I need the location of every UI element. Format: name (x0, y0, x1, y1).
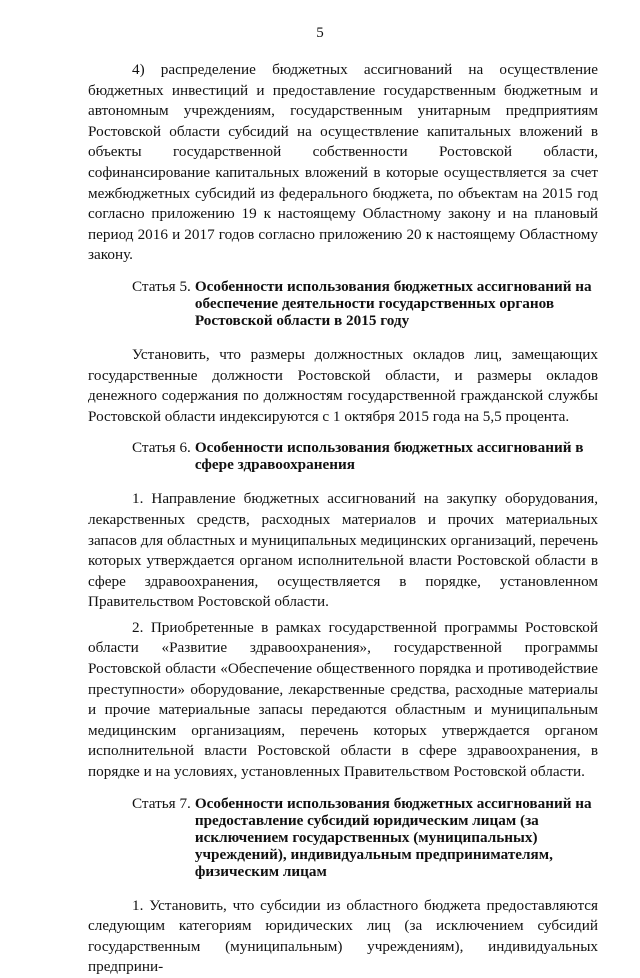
article-5-title: Особенности использования бюджетных ассигнований на обеспечение деятельности государственных органов Ростовской области в 2015 году (194, 277, 592, 329)
article-6-title: Особенности использования бюджетных ассигнований в сфере здравоохранения (194, 439, 584, 474)
article-6-paragraph-2: 2. Приобретенные в рамках государственной программы Ростовской области «Развитие здравоохранения», государственной программы Ростовской области «Обеспечение общественного порядка и противодействие преступности» оборудование, лекарственные средства, расходные материалы и прочие материальные запасы передаются областным и муниципальным медицинским организациям, перечень которых утверждается органом исполнительной власти Ростовской области в сфере здравоохранения, в порядке и на условиях, установленных Правительством Ростовской области. (88, 618, 598, 781)
article-7-title: Особенности использования бюджетных ассигнований на предоставление субсидий юридическим лицам (за исключением государственных (муниципальных) учреждений), индивидуальным предпринимателям, физическим лицам (194, 794, 592, 880)
article-6-paragraph-1: 1. Направление бюджетных ассигнований на закупку оборудования, лекарственных средств, расходных материалов и прочих материальных запасов для областных и муниципальных медицинских организаций, перечень которых утверждается органом исполнительной власти Ростовской области в сфере здравоохранения, осуществляется в порядке, установленном Правительством Ростовской области. (88, 490, 598, 611)
article-5-paragraph-1: Установить, что размеры должностных окладов лиц, замещающих государственные должности Ростовской области, и размеры окладов денежного содержания по должностям государственной гражданской службы Ростовской области индексируются с 1 октября 2015 года на 5,5 процента. (88, 345, 598, 425)
article-7-label: Статья 7. (132, 794, 191, 812)
article-6-label: Статья 6. (132, 439, 191, 457)
paragraph-investments: 4) распределение бюджетных ассигнований на осуществление бюджетных инвестиций и предоставление государственным бюджетным и автономным учреждениям, государственным унитарным предприятиям Ростовской области субсидий на осуществление капитальных вложений в объекты государственной собственности Ростовской области, софинансирование капитальных вложений в которые осуществляется за счет межбюджетных субсидий из федерального бюджета, по объектам на 2015 год согласно приложению 19 к настоящему Областному закону и на плановый период 2016 и 2017 годов согласно приложению 20 к настоящему Областному закону. (88, 61, 598, 264)
document-body (88, 60, 598, 978)
article-5-heading (132, 278, 598, 329)
article-6-heading (132, 439, 598, 473)
article-7-paragraph-1: 1. Установить, что субсидии из областного бюджета предоставляются следующим категориям юридических лиц (за исключением субсидий государственным (муниципальным) учреждениям), индивидуальных предприни- (88, 896, 598, 976)
article-7-heading (132, 795, 598, 880)
article-5-label: Статья 5. (132, 277, 191, 295)
page-number: 5 (316, 25, 324, 41)
